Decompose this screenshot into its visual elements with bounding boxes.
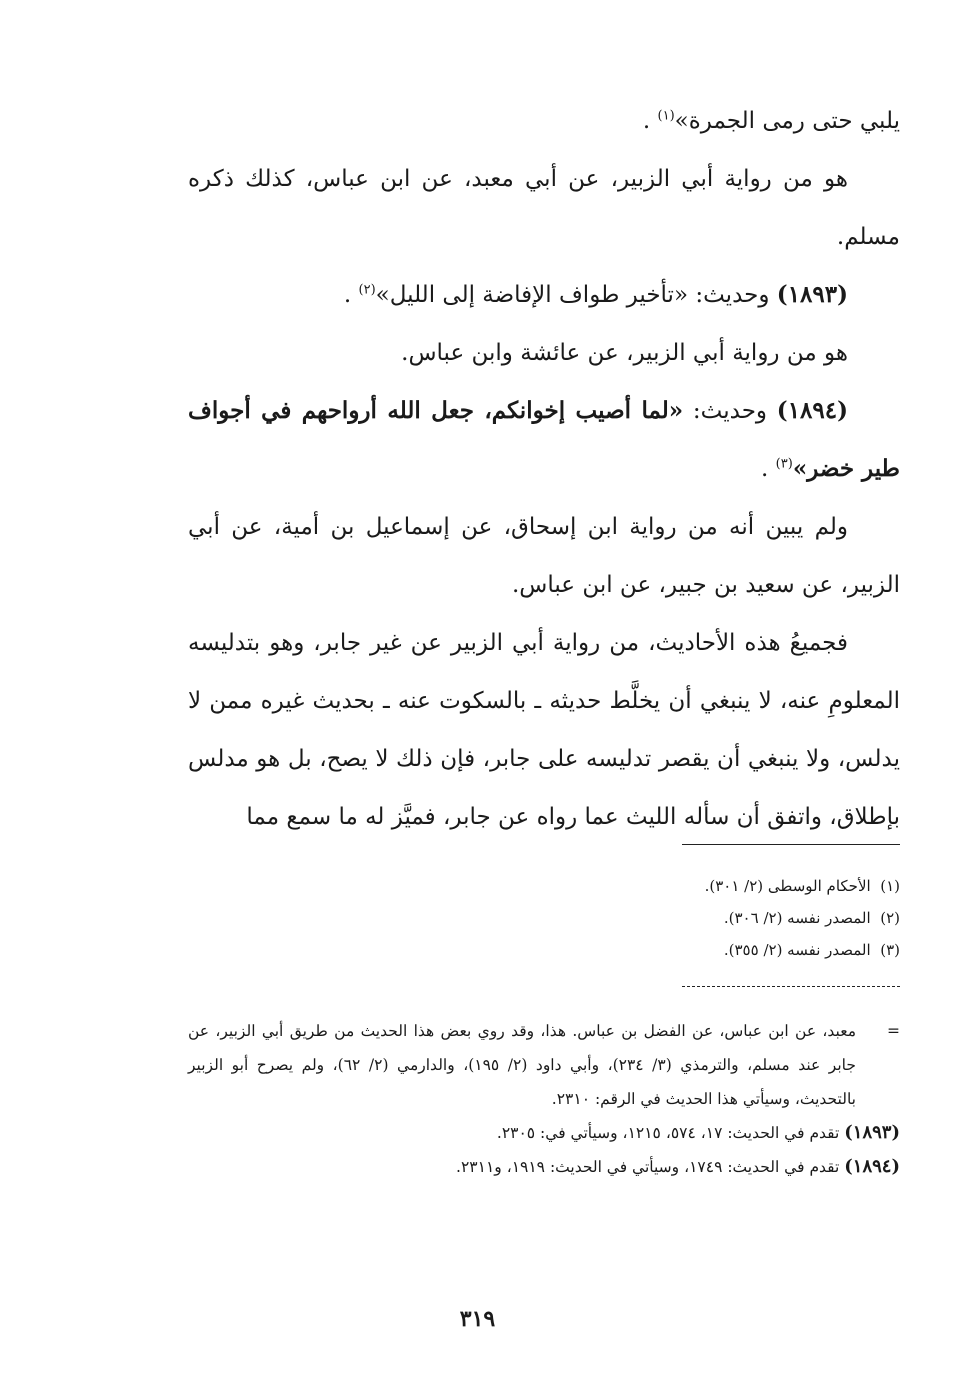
note-1894 [188, 1150, 900, 1184]
note-text-1893: تقدم في الحديث: ١٧، ٥٧٤، ١٢١٥، وسيأتي في: ٢٣٠٥. [496, 1124, 845, 1142]
continuation-mark: = [887, 1022, 900, 1040]
paragraph-6: ولم يبين أنه من رواية ابن إسحاق، عن إسماعيل بن أمية، عن أبي الزبير، عن سعيد بن جبير، عن ابن عباس. [188, 514, 900, 598]
paragraph-4: هو من رواية أبي الزبير، عن عائشة وابن عباس. [401, 340, 848, 366]
hadith-1893-lead: وحديث: [688, 282, 777, 308]
paragraph-1 [188, 92, 900, 150]
hadith-number-1893: (١٨٩٣) [776, 281, 848, 308]
footnote-text-2: المصدر نفسه (٢/ ٣٠٦). [723, 909, 871, 927]
hadith-1894 [188, 382, 900, 498]
footnote-ref-1[interactable]: (١) [657, 108, 675, 124]
paragraph-7: فجميعُ هذه الأحاديث، من رواية أبي الزبير عن غير جابر، وهو بتدليسه المعلومِ عنه، لا ينبغي أن يخلَّط حديثه ـ بالسكوت عنه ـ بحديث غيره ممن لا يدلس، ولا ينبغي أن يقصر تدليسه على جابر، فإن ذلك لا يصح، بل هو مدلس بإطلاق، واتفق أن سأله الليث عما رواه عن جابر، فميَّز له ما سمع مما [188, 630, 900, 830]
editor-notes [188, 1014, 900, 1184]
footnote-marker-3: (٣) [880, 941, 900, 959]
notes-continuation-text: معبد، عن ابن عباس، عن الفضل بن عباس. هذا، وقد روي بعض هذا الحديث من طريق أبي الزبير، عن جابر عند مسلم، والترمذي (٣/ ٢٣٤)، وأبي داود (٢/ ١٩٥)، والدارمي (٢/ ٦٢)، ولم يصرح أبو الزبير بالتحديث، وسيأتي هذا الحديث في الرقم: ٢٣١٠. [188, 1022, 856, 1108]
paragraph-1-text: يلبي حتى رمى الجمرة» [674, 108, 900, 134]
note-1893 [188, 1116, 900, 1150]
hadith-1894-end: . [761, 456, 776, 482]
footnote-text-1: الأحكام الوسطى (٢/ ٣٠١). [704, 877, 871, 895]
hadith-1893 [188, 266, 900, 324]
footnotes [188, 870, 900, 966]
notes-separator [682, 986, 900, 987]
page-number: ٣١٩ [459, 1306, 496, 1332]
footnote-ref-3[interactable]: (٣) [775, 456, 793, 472]
note-text-1894: تقدم في الحديث: ١٧٤٩، وسيأتي في الحديث: ١٩١٩، و٢٣١١. [456, 1158, 845, 1176]
footnote-1 [188, 870, 900, 902]
hadith-number-1894: (١٨٩٤) [776, 397, 848, 424]
note-number-1894: (١٨٩٤) [844, 1156, 900, 1177]
footnote-text-3: المصدر نفسه (٢/ ٣٥٥). [723, 941, 871, 959]
notes-continuation [188, 1014, 900, 1116]
hadith-1893-quote: «تأخير طواف الإفاضة إلى الليل» [375, 282, 689, 308]
footnote-2 [188, 902, 900, 934]
footnote-marker-1: (١) [880, 877, 900, 895]
footnote-marker-2: (٢) [880, 909, 900, 927]
footnote-3 [188, 934, 900, 966]
hadith-1893-end: . [343, 282, 359, 308]
hadith-1894-quote: «لما أصيب إخوانكم، جعل الله أرواحهم في أجواف طير خضر» [188, 397, 900, 482]
note-number-1893: (١٨٩٣) [844, 1122, 900, 1143]
hadith-1894-lead: وحديث: [683, 398, 777, 424]
footnote-ref-2[interactable]: (٢) [358, 282, 376, 298]
main-text [188, 92, 900, 846]
footnote-separator [682, 844, 900, 845]
paragraph-2: هو من رواية أبي الزبير، عن أبي معبد، عن ابن عباس، كذلك ذكره مسلم. [188, 166, 900, 250]
paragraph-1-end: . [642, 108, 658, 134]
